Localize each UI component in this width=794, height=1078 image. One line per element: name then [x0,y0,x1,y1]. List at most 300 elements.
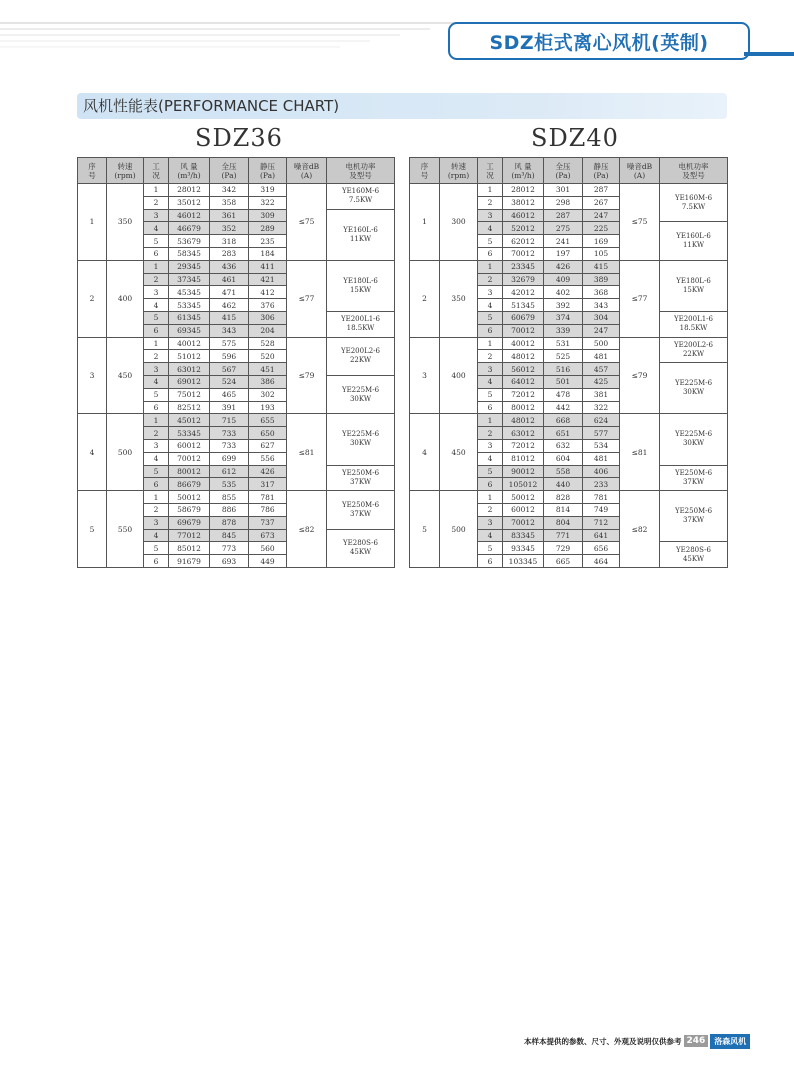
airflow-cell: 40012 [503,337,544,350]
total-pressure-cell: 442 [544,401,583,414]
airflow-cell: 53345 [169,427,210,440]
static-pressure-cell: 556 [249,452,287,465]
col-header-condition: 工 况 [144,158,169,184]
motor-cell: YE250M-6 37KW [660,465,728,491]
condition-cell: 4 [144,452,169,465]
noise-cell: ≤77 [620,260,660,337]
condition-cell: 3 [478,209,503,222]
row-no-cell: 1 [410,184,440,261]
condition-cell: 5 [478,388,503,401]
total-pressure-cell: 612 [210,465,249,478]
page-title: SDZ柜式离心风机(英制) [489,31,709,54]
total-pressure-cell: 715 [210,414,249,427]
condition-cell: 1 [144,184,169,197]
condition-cell: 5 [144,542,169,555]
condition-cell: 4 [144,375,169,388]
model-title-sdz40: SDZ40 [531,124,619,152]
airflow-cell: 51345 [503,299,544,312]
static-pressure-cell: 786 [249,503,287,516]
static-pressure-cell: 781 [583,491,620,504]
condition-cell: 2 [478,503,503,516]
airflow-cell: 50012 [503,491,544,504]
airflow-cell: 70012 [503,324,544,337]
total-pressure-cell: 426 [544,260,583,273]
airflow-cell: 77012 [169,529,210,542]
motor-cell: YE160M-6 7.5KW [327,184,395,210]
motor-cell: YE280S-6 45KW [327,529,395,567]
table-row [78,260,395,273]
col-header-no: 序 号 [78,158,107,184]
condition-cell: 2 [144,503,169,516]
row-no-cell: 1 [78,184,107,261]
table-row [410,337,728,350]
static-pressure-cell: 225 [583,222,620,235]
header-stripes [0,22,470,62]
col-header-motor: 电机功率 及型号 [660,158,728,184]
total-pressure-cell: 604 [544,452,583,465]
noise-cell: ≤81 [620,414,660,491]
col-header-static-pressure: 静压 (Pa) [249,158,287,184]
performance-table-sdz40 [409,157,728,568]
table-row [78,491,395,504]
condition-cell: 2 [478,350,503,363]
static-pressure-cell: 457 [583,363,620,376]
condition-cell: 3 [144,286,169,299]
total-pressure-cell: 771 [544,529,583,542]
condition-cell: 6 [478,324,503,337]
total-pressure-cell: 318 [210,235,249,248]
total-pressure-cell: 575 [210,337,249,350]
static-pressure-cell: 317 [249,478,287,491]
condition-cell: 1 [478,337,503,350]
total-pressure-cell: 478 [544,388,583,401]
row-no-cell: 5 [78,491,107,568]
airflow-cell: 80012 [169,465,210,478]
total-pressure-cell: 855 [210,491,249,504]
col-header-noise: 噪音dB (A) [620,158,660,184]
static-pressure-cell: 343 [583,299,620,312]
total-pressure-cell: 531 [544,337,583,350]
motor-cell: YE225M-6 30KW [327,414,395,465]
total-pressure-cell: 339 [544,324,583,337]
page-number: 246 [684,1035,709,1047]
motor-cell: YE180L-6 15KW [327,260,395,311]
airflow-cell: 48012 [503,350,544,363]
static-pressure-cell: 105 [583,247,620,260]
airflow-cell: 46012 [503,209,544,222]
airflow-cell: 58679 [169,503,210,516]
airflow-cell: 81012 [503,452,544,465]
static-pressure-cell: 289 [249,222,287,235]
brand-label: 洛森风机 [710,1034,750,1049]
airflow-cell: 69012 [169,375,210,388]
airflow-cell: 51012 [169,350,210,363]
static-pressure-cell: 386 [249,375,287,388]
static-pressure-cell: 749 [583,503,620,516]
airflow-cell: 75012 [169,388,210,401]
total-pressure-cell: 558 [544,465,583,478]
speed-cell: 350 [107,184,144,261]
total-pressure-cell: 567 [210,363,249,376]
condition-cell: 2 [144,350,169,363]
static-pressure-cell: 302 [249,388,287,401]
table-header-row [410,158,728,184]
total-pressure-cell: 409 [544,273,583,286]
total-pressure-cell: 733 [210,427,249,440]
airflow-cell: 37345 [169,273,210,286]
noise-cell: ≤79 [620,337,660,414]
col-header-total-pressure: 全压 (Pa) [544,158,583,184]
airflow-cell: 103345 [503,555,544,568]
total-pressure-cell: 828 [544,491,583,504]
total-pressure-cell: 392 [544,299,583,312]
airflow-cell: 62012 [503,235,544,248]
speed-cell: 550 [107,491,144,568]
total-pressure-cell: 298 [544,196,583,209]
condition-cell: 2 [478,427,503,440]
motor-cell: YE225M-6 30KW [327,375,395,413]
total-pressure-cell: 596 [210,350,249,363]
airflow-cell: 60012 [503,503,544,516]
static-pressure-cell: 322 [583,401,620,414]
static-pressure-cell: 737 [249,516,287,529]
condition-cell: 5 [144,388,169,401]
noise-cell: ≤82 [287,491,327,568]
col-header-speed: 转速 (rpm) [440,158,478,184]
static-pressure-cell: 673 [249,529,287,542]
airflow-cell: 35012 [169,196,210,209]
total-pressure-cell: 693 [210,555,249,568]
table-row [410,491,728,504]
airflow-cell: 70012 [169,452,210,465]
static-pressure-cell: 560 [249,542,287,555]
motor-cell: YE250M-6 37KW [660,491,728,542]
static-pressure-cell: 411 [249,260,287,273]
condition-cell: 5 [478,235,503,248]
airflow-cell: 46679 [169,222,210,235]
static-pressure-cell: 322 [249,196,287,209]
speed-cell: 400 [107,260,144,337]
total-pressure-cell: 241 [544,235,583,248]
airflow-cell: 85012 [169,542,210,555]
col-header-no: 序 号 [410,158,440,184]
condition-cell: 5 [478,542,503,555]
airflow-cell: 52012 [503,222,544,235]
condition-cell: 6 [144,478,169,491]
row-no-cell: 2 [410,260,440,337]
condition-cell: 5 [144,311,169,324]
motor-cell: YE160L-6 11KW [660,222,728,260]
airflow-cell: 64012 [503,375,544,388]
condition-cell: 3 [478,516,503,529]
condition-cell: 1 [478,491,503,504]
condition-cell: 3 [144,439,169,452]
airflow-cell: 91679 [169,555,210,568]
total-pressure-cell: 729 [544,542,583,555]
airflow-cell: 45345 [169,286,210,299]
airflow-cell: 60679 [503,311,544,324]
noise-cell: ≤77 [287,260,327,337]
airflow-cell: 38012 [503,196,544,209]
page-title-box [448,22,750,60]
total-pressure-cell: 462 [210,299,249,312]
motor-cell: YE200L1-6 18.5KW [327,311,395,337]
condition-cell: 1 [144,491,169,504]
row-no-cell: 5 [410,491,440,568]
static-pressure-cell: 577 [583,427,620,440]
condition-cell: 5 [478,465,503,478]
airflow-cell: 48012 [503,414,544,427]
airflow-cell: 82512 [169,401,210,414]
speed-cell: 400 [440,337,478,414]
static-pressure-cell: 184 [249,247,287,260]
speed-cell: 300 [440,184,478,261]
airflow-cell: 63012 [503,427,544,440]
condition-cell: 2 [478,196,503,209]
row-no-cell: 4 [78,414,107,491]
static-pressure-cell: 235 [249,235,287,248]
static-pressure-cell: 500 [583,337,620,350]
col-header-motor: 电机功率 及型号 [327,158,395,184]
total-pressure-cell: 301 [544,184,583,197]
total-pressure-cell: 287 [544,209,583,222]
total-pressure-cell: 651 [544,427,583,440]
static-pressure-cell: 247 [583,209,620,222]
static-pressure-cell: 627 [249,439,287,452]
condition-cell: 1 [144,337,169,350]
motor-cell: YE200L1-6 18.5KW [660,311,728,337]
title-underline [744,52,794,56]
row-no-cell: 4 [410,414,440,491]
section-header [77,93,727,119]
total-pressure-cell: 632 [544,439,583,452]
table-row [410,414,728,427]
airflow-cell: 86679 [169,478,210,491]
total-pressure-cell: 402 [544,286,583,299]
row-no-cell: 3 [78,337,107,414]
condition-cell: 3 [478,363,503,376]
condition-cell: 2 [144,427,169,440]
condition-cell: 6 [144,247,169,260]
airflow-cell: 42012 [503,286,544,299]
condition-cell: 4 [478,452,503,465]
condition-cell: 5 [478,311,503,324]
airflow-cell: 61345 [169,311,210,324]
airflow-cell: 72012 [503,388,544,401]
speed-cell: 350 [440,260,478,337]
speed-cell: 500 [107,414,144,491]
motor-cell: YE160M-6 7.5KW [660,184,728,222]
condition-cell: 1 [478,260,503,273]
total-pressure-cell: 886 [210,503,249,516]
airflow-cell: 63012 [169,363,210,376]
performance-table-sdz36 [77,157,395,568]
motor-cell: YE180L-6 15KW [660,260,728,311]
static-pressure-cell: 309 [249,209,287,222]
speed-cell: 450 [107,337,144,414]
condition-cell: 4 [478,299,503,312]
col-header-noise: 噪音dB (A) [287,158,327,184]
airflow-cell: 29345 [169,260,210,273]
total-pressure-cell: 197 [544,247,583,260]
total-pressure-cell: 524 [210,375,249,388]
motor-cell: YE200L2-6 22KW [660,337,728,363]
row-no-cell: 3 [410,337,440,414]
total-pressure-cell: 358 [210,196,249,209]
static-pressure-cell: 624 [583,414,620,427]
static-pressure-cell: 368 [583,286,620,299]
airflow-cell: 70012 [503,516,544,529]
condition-cell: 4 [478,375,503,388]
total-pressure-cell: 343 [210,324,249,337]
speed-cell: 450 [440,414,478,491]
condition-cell: 4 [144,222,169,235]
airflow-cell: 28012 [169,184,210,197]
static-pressure-cell: 381 [583,388,620,401]
total-pressure-cell: 535 [210,478,249,491]
static-pressure-cell: 481 [583,452,620,465]
static-pressure-cell: 426 [249,465,287,478]
total-pressure-cell: 525 [544,350,583,363]
col-header-static-pressure: 静压 (Pa) [583,158,620,184]
static-pressure-cell: 193 [249,401,287,414]
condition-cell: 5 [144,465,169,478]
col-header-airflow: 风 量 (m³/h) [169,158,210,184]
airflow-cell: 72012 [503,439,544,452]
noise-cell: ≤75 [620,184,660,261]
condition-cell: 1 [144,414,169,427]
table-row [78,184,395,197]
static-pressure-cell: 534 [583,439,620,452]
noise-cell: ≤82 [620,491,660,568]
total-pressure-cell: 415 [210,311,249,324]
static-pressure-cell: 412 [249,286,287,299]
table-row [410,184,728,197]
row-no-cell: 2 [78,260,107,337]
total-pressure-cell: 361 [210,209,249,222]
airflow-cell: 40012 [169,337,210,350]
motor-cell: YE250M-6 37KW [327,465,395,491]
airflow-cell: 93345 [503,542,544,555]
table-row [410,260,728,273]
total-pressure-cell: 501 [544,375,583,388]
airflow-cell: 60012 [169,439,210,452]
footer-disclaimer: 本样本提供的参数、尺寸、外观及说明仅供参考 [524,1036,682,1046]
condition-cell: 6 [478,401,503,414]
total-pressure-cell: 374 [544,311,583,324]
airflow-cell: 83345 [503,529,544,542]
condition-cell: 3 [144,516,169,529]
airflow-cell: 53345 [169,299,210,312]
static-pressure-cell: 650 [249,427,287,440]
static-pressure-cell: 528 [249,337,287,350]
static-pressure-cell: 464 [583,555,620,568]
condition-cell: 6 [144,324,169,337]
col-header-total-pressure: 全压 (Pa) [210,158,249,184]
total-pressure-cell: 342 [210,184,249,197]
col-header-airflow: 风 量 (m³/h) [503,158,544,184]
static-pressure-cell: 481 [583,350,620,363]
total-pressure-cell: 471 [210,286,249,299]
total-pressure-cell: 283 [210,247,249,260]
total-pressure-cell: 436 [210,260,249,273]
condition-cell: 1 [478,414,503,427]
static-pressure-cell: 641 [583,529,620,542]
total-pressure-cell: 733 [210,439,249,452]
condition-cell: 3 [144,209,169,222]
static-pressure-cell: 304 [583,311,620,324]
static-pressure-cell: 520 [249,350,287,363]
condition-cell: 6 [144,555,169,568]
static-pressure-cell: 451 [249,363,287,376]
condition-cell: 6 [478,555,503,568]
airflow-cell: 53679 [169,235,210,248]
static-pressure-cell: 233 [583,478,620,491]
total-pressure-cell: 699 [210,452,249,465]
condition-cell: 3 [478,439,503,452]
condition-cell: 6 [144,401,169,414]
table-row [78,414,395,427]
condition-cell: 4 [144,529,169,542]
total-pressure-cell: 440 [544,478,583,491]
section-title: 风机性能表(PERFORMANCE CHART) [83,97,340,115]
total-pressure-cell: 516 [544,363,583,376]
condition-cell: 3 [478,286,503,299]
static-pressure-cell: 247 [583,324,620,337]
condition-cell: 2 [478,273,503,286]
static-pressure-cell: 781 [249,491,287,504]
motor-cell: YE250M-6 37KW [327,491,395,529]
airflow-cell: 69345 [169,324,210,337]
airflow-cell: 56012 [503,363,544,376]
airflow-cell: 28012 [503,184,544,197]
static-pressure-cell: 376 [249,299,287,312]
col-header-speed: 转速 (rpm) [107,158,144,184]
motor-cell: YE280S-6 45KW [660,542,728,568]
motor-cell: YE225M-6 30KW [660,414,728,465]
condition-cell: 6 [478,247,503,260]
airflow-cell: 32679 [503,273,544,286]
total-pressure-cell: 814 [544,503,583,516]
condition-cell: 1 [144,260,169,273]
total-pressure-cell: 465 [210,388,249,401]
airflow-cell: 58345 [169,247,210,260]
col-header-condition: 工 况 [478,158,503,184]
total-pressure-cell: 461 [210,273,249,286]
static-pressure-cell: 656 [583,542,620,555]
table-header-row [78,158,395,184]
static-pressure-cell: 389 [583,273,620,286]
static-pressure-cell: 406 [583,465,620,478]
static-pressure-cell: 319 [249,184,287,197]
airflow-cell: 23345 [503,260,544,273]
static-pressure-cell: 204 [249,324,287,337]
total-pressure-cell: 391 [210,401,249,414]
total-pressure-cell: 275 [544,222,583,235]
airflow-cell: 105012 [503,478,544,491]
airflow-cell: 46012 [169,209,210,222]
total-pressure-cell: 668 [544,414,583,427]
condition-cell: 3 [144,363,169,376]
noise-cell: ≤81 [287,414,327,491]
condition-cell: 6 [478,478,503,491]
static-pressure-cell: 425 [583,375,620,388]
airflow-cell: 45012 [169,414,210,427]
airflow-cell: 50012 [169,491,210,504]
airflow-cell: 69679 [169,516,210,529]
condition-cell: 1 [478,184,503,197]
static-pressure-cell: 267 [583,196,620,209]
